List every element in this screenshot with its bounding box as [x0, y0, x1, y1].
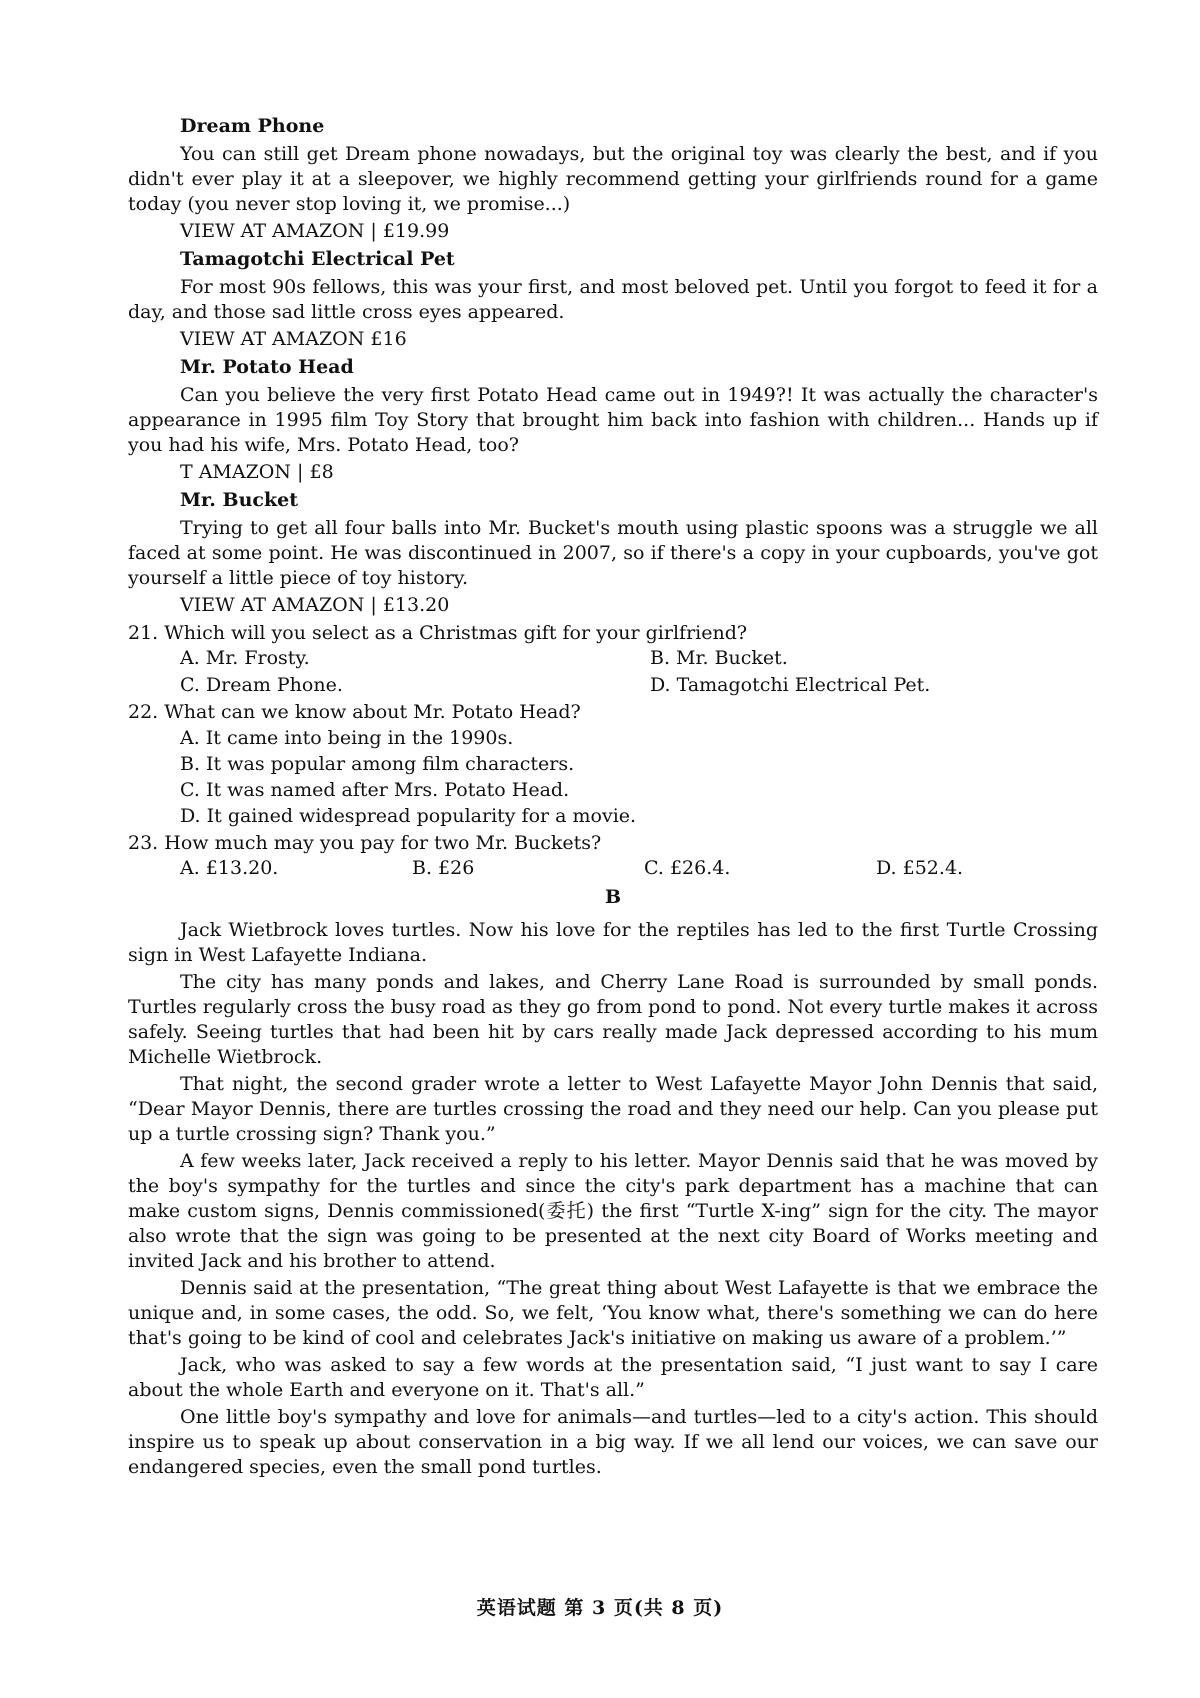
passage-paragraph: One little boy's sympathy and love for animals—and turtles—led to a city's action. This should inspire us to speak up about conservation in a big way. If we all lend our voices, we can save our endangered species, even the small pond turtles. — [128, 1406, 1098, 1478]
toy-item-potato-head — [128, 355, 1098, 485]
passage-b — [128, 918, 1098, 1480]
item-title: Mr. Bucket — [180, 489, 298, 511]
option-b: B. Mr. Bucket. — [650, 647, 788, 669]
passage-paragraph: Jack Wietbrock loves turtles. Now his love for the reptiles has led to the first Turtle Crossing sign in West Lafayette Indiana. — [128, 919, 1098, 966]
option-b: B. It was popular among film characters. — [180, 753, 575, 775]
toy-item-dream-phone — [128, 114, 1098, 244]
options — [128, 856, 1098, 881]
options — [128, 646, 1098, 698]
exam-page — [128, 112, 1098, 1482]
options — [128, 726, 1098, 829]
option-a: A. It came into being in the 1990s. — [180, 727, 514, 749]
passage-paragraph: Jack, who was asked to say a few words at the presentation said, “I just want to say I care about the whole Earth and everyone on it. That's all.” — [128, 1354, 1098, 1401]
page-footer: 英语试题 第 3 页(共 8 页) — [476, 1597, 724, 1619]
amazon-link: T AMAZON | £8 — [180, 461, 334, 483]
passage-paragraph: That night, the second grader wrote a letter to West Lafayette Mayor John Dennis that said, “Dear Mayor Dennis, there are turtles crossing the road and they need our help. Can you please put up a turtle crossing sign? Thank you.” — [128, 1073, 1098, 1145]
option-c: C. It was named after Mrs. Potato Head. — [180, 779, 570, 801]
item-text: You can still get Dream phone nowadays, but the original toy was clearly the best, and if you didn't ever play it at a sleepover, we highly recommend getting your girlfriends round for a game today (you never stop loving it, we promise...) — [128, 143, 1098, 215]
option-d: D. It gained widespread popularity for a movie. — [180, 805, 637, 827]
question-22 — [128, 700, 1098, 829]
item-text: Can you believe the very first Potato Head came out in 1949?! It was actually the character's appearance in 1995 film Toy Story that brought him back into fashion with children... Hands up if you had his wife, Mrs. Potato Head, too? — [128, 384, 1098, 456]
toy-item-mr-bucket — [128, 488, 1098, 618]
option-d: D. £52.4. — [876, 857, 964, 879]
option-a: A. £13.20. — [180, 857, 279, 879]
item-title: Tamagotchi Electrical Pet — [180, 248, 455, 270]
question-stem: 22. What can we know about Mr. Potato Head? — [128, 701, 581, 723]
question-21 — [128, 621, 1098, 698]
option-c: C. Dream Phone. — [180, 674, 343, 696]
option-b: B. £26 — [412, 857, 475, 879]
toy-item-tamagotchi — [128, 247, 1098, 352]
question-23 — [128, 831, 1098, 881]
option-c: C. £26.4. — [644, 857, 731, 879]
amazon-link: VIEW AT AMAZON | £19.99 — [180, 220, 450, 242]
option-d: D. Tamagotchi Electrical Pet. — [650, 674, 931, 696]
amazon-link: VIEW AT AMAZON | £13.20 — [180, 594, 450, 616]
item-title: Mr. Potato Head — [180, 356, 354, 378]
question-stem: 21. Which will you select as a Christmas gift for your girlfriend? — [128, 622, 748, 644]
item-text: For most 90s fellows, this was your first, and most beloved pet. Until you forgot to feed it for a day, and those sad little cross eyes appeared. — [128, 276, 1098, 323]
item-text: Trying to get all four balls into Mr. Bucket's mouth using plastic spoons was a struggle we all faced at some point. He was discontinued in 2007, so if there's a copy in your cupboards, you've got yourself a little piece of toy history. — [128, 517, 1098, 589]
passage-paragraph: Dennis said at the presentation, “The great thing about West Lafayette is that we embrace the unique and, in some cases, the odd. So, we felt, ‘You know what, there's something we can do here that's going to be kind of cool and celebrates Jack's initiative on making us aware of a problem.’” — [128, 1277, 1098, 1349]
item-title: Dream Phone — [180, 115, 325, 137]
passage-paragraph: The city has many ponds and lakes, and Cherry Lane Road is surrounded by small ponds. Turtles regularly cross the busy road as they go from pond to pond. Not every turtle makes it across safely. Seeing turtles that had been hit by cars really made Jack depressed according to his mum Michelle Wietbrock. — [128, 971, 1098, 1068]
option-a: A. Mr. Frosty. — [180, 647, 310, 669]
amazon-link: VIEW AT AMAZON £16 — [180, 328, 407, 350]
section-letter: B — [604, 886, 622, 908]
passage-paragraph: A few weeks later, Jack received a reply to his letter. Mayor Dennis said that he was moved by the boy's sympathy for the turtles and since the city's park department has a machine that can make custom signs, Dennis commissioned(委托) the first “Turtle X-ing” sign for the city. The mayor also wrote that the sign was going to be presented at the next city Board of Works meeting and invited Jack and his brother to attend. — [128, 1150, 1098, 1272]
question-stem: 23. How much may you pay for two Mr. Buckets? — [128, 832, 602, 854]
